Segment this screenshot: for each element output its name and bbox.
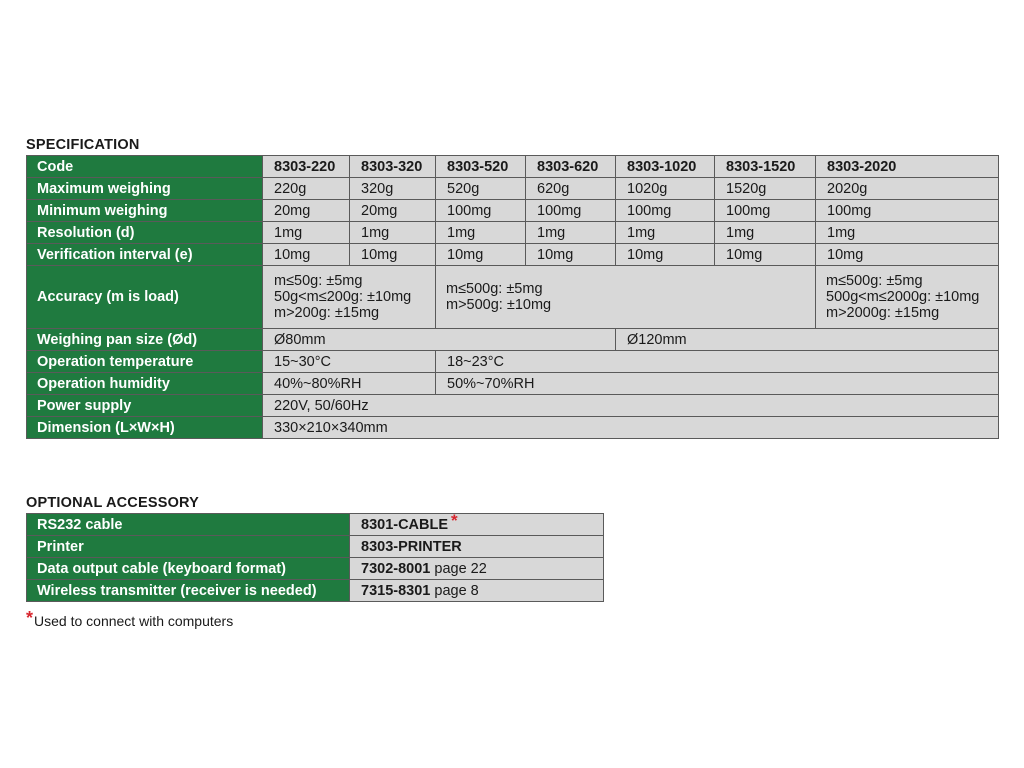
value-cell: 10mg xyxy=(616,244,715,266)
accessory-table xyxy=(26,513,604,602)
value-cell: 1mg xyxy=(350,222,436,244)
accuracy-line: 500g<m≤2000g: ±10mg xyxy=(826,289,980,305)
label-min-weighing: Minimum weighing xyxy=(27,200,263,222)
label-verification: Verification interval (e) xyxy=(27,244,263,266)
code-cell: 8303-2020 xyxy=(816,156,999,178)
asterisk-icon: * xyxy=(26,608,34,628)
row-power xyxy=(27,395,999,417)
value-cell: 1mg xyxy=(526,222,616,244)
value-cell: 1mg xyxy=(436,222,526,244)
accessory-code: 8301-CABLE xyxy=(361,517,449,533)
value-cell: 220V, 50/60Hz xyxy=(263,395,999,417)
row-max xyxy=(27,178,999,200)
value-cell: 330×210×340mm xyxy=(263,417,999,439)
accessory-row xyxy=(27,558,604,580)
row-verification xyxy=(27,244,999,266)
accuracy-line: 50g<m≤200g: ±10mg xyxy=(274,289,412,305)
value-cell: Ø120mm xyxy=(616,329,999,351)
code-cell: 8303-1020 xyxy=(616,156,715,178)
row-min xyxy=(27,200,999,222)
accessory-code-cell xyxy=(350,580,604,602)
value-cell: 50%~70%RH xyxy=(436,373,999,395)
label-humidity: Operation humidity xyxy=(27,373,263,395)
code-cell: 8303-320 xyxy=(350,156,436,178)
accuracy-line: m≤50g: ±5mg xyxy=(274,273,363,289)
value-cell: 320g xyxy=(350,178,436,200)
row-pan-size xyxy=(27,329,999,351)
label-power: Power supply xyxy=(27,395,263,417)
value-cell: 10mg xyxy=(350,244,436,266)
accessory-row xyxy=(27,580,604,602)
row-code xyxy=(27,156,999,178)
label-temperature: Operation temperature xyxy=(27,351,263,373)
value-cell: 10mg xyxy=(263,244,350,266)
accuracy-line: m>200g: ±15mg xyxy=(274,305,380,321)
label-dimension: Dimension (L×W×H) xyxy=(27,417,263,439)
accessory-row xyxy=(27,536,604,558)
value-cell: 10mg xyxy=(816,244,999,266)
value-cell: Ø80mm xyxy=(263,329,616,351)
value-cell: 1020g xyxy=(616,178,715,200)
accessory-title: OPTIONAL ACCESSORY xyxy=(26,495,200,511)
code-cell: 8303-220 xyxy=(263,156,350,178)
value-cell: 20mg xyxy=(263,200,350,222)
code-cell: 8303-520 xyxy=(436,156,526,178)
spec-table xyxy=(26,155,999,439)
accuracy-line: m≤500g: ±5mg xyxy=(446,281,543,297)
value-cell: 1mg xyxy=(816,222,999,244)
label-pan-size: Weighing pan size (Ød) xyxy=(27,329,263,351)
value-cell: 520g xyxy=(436,178,526,200)
spec-title: SPECIFICATION xyxy=(26,137,140,153)
accessory-code: 7315-8301 xyxy=(361,582,431,599)
value-cell: 100mg xyxy=(526,200,616,222)
accessory-page: page 22 xyxy=(434,560,487,577)
accessory-page: page 8 xyxy=(434,582,479,599)
accessory-code-cell xyxy=(350,558,604,580)
value-cell: 220g xyxy=(263,178,350,200)
value-cell: 10mg xyxy=(436,244,526,266)
label-code: Code xyxy=(27,156,263,178)
accessory-label: Data output cable (keyboard format) xyxy=(27,558,350,580)
value-cell: 40%~80%RH xyxy=(263,373,436,395)
accuracy-group-3 xyxy=(816,266,999,329)
accuracy-group-1 xyxy=(263,266,436,329)
value-cell: 100mg xyxy=(715,200,816,222)
accuracy-line: m≤500g: ±5mg xyxy=(826,273,923,289)
value-cell: 100mg xyxy=(436,200,526,222)
accessory-label: RS232 cable xyxy=(27,514,350,536)
value-cell: 15~30°C xyxy=(263,351,436,373)
value-cell: 18~23°C xyxy=(436,351,999,373)
value-cell: 1mg xyxy=(616,222,715,244)
accessory-code: 7302-8001 xyxy=(361,560,431,577)
value-cell: 1520g xyxy=(715,178,816,200)
value-cell: 1mg xyxy=(715,222,816,244)
label-max-weighing: Maximum weighing xyxy=(27,178,263,200)
row-dimension xyxy=(27,417,999,439)
accessory-row xyxy=(27,514,604,536)
asterisk-icon: * xyxy=(451,511,458,530)
accuracy-line: m>2000g: ±15mg xyxy=(826,305,940,321)
row-accuracy xyxy=(27,266,999,329)
accuracy-group-2 xyxy=(436,266,816,329)
accuracy-line: m>500g: ±10mg xyxy=(446,297,552,313)
footnote-text: Used to connect with computers xyxy=(34,613,234,629)
label-resolution: Resolution (d) xyxy=(27,222,263,244)
accessory-code-cell xyxy=(350,511,604,536)
row-humidity xyxy=(27,373,999,395)
accessory-code-cell xyxy=(350,536,604,558)
label-accuracy: Accuracy (m is load) xyxy=(27,266,263,329)
value-cell: 2020g xyxy=(816,178,999,200)
accessory-code: 8303-PRINTER xyxy=(361,538,462,555)
value-cell: 100mg xyxy=(816,200,999,222)
accessory-label: Wireless transmitter (receiver is needed) xyxy=(27,580,350,602)
code-cell: 8303-620 xyxy=(526,156,616,178)
value-cell: 100mg xyxy=(616,200,715,222)
row-temperature xyxy=(27,351,999,373)
code-cell: 8303-1520 xyxy=(715,156,816,178)
value-cell: 1mg xyxy=(263,222,350,244)
footnote xyxy=(26,610,233,631)
row-resolution xyxy=(27,222,999,244)
value-cell: 10mg xyxy=(526,244,616,266)
value-cell: 10mg xyxy=(715,244,816,266)
value-cell: 620g xyxy=(526,178,616,200)
value-cell: 20mg xyxy=(350,200,436,222)
accessory-label: Printer xyxy=(27,536,350,558)
